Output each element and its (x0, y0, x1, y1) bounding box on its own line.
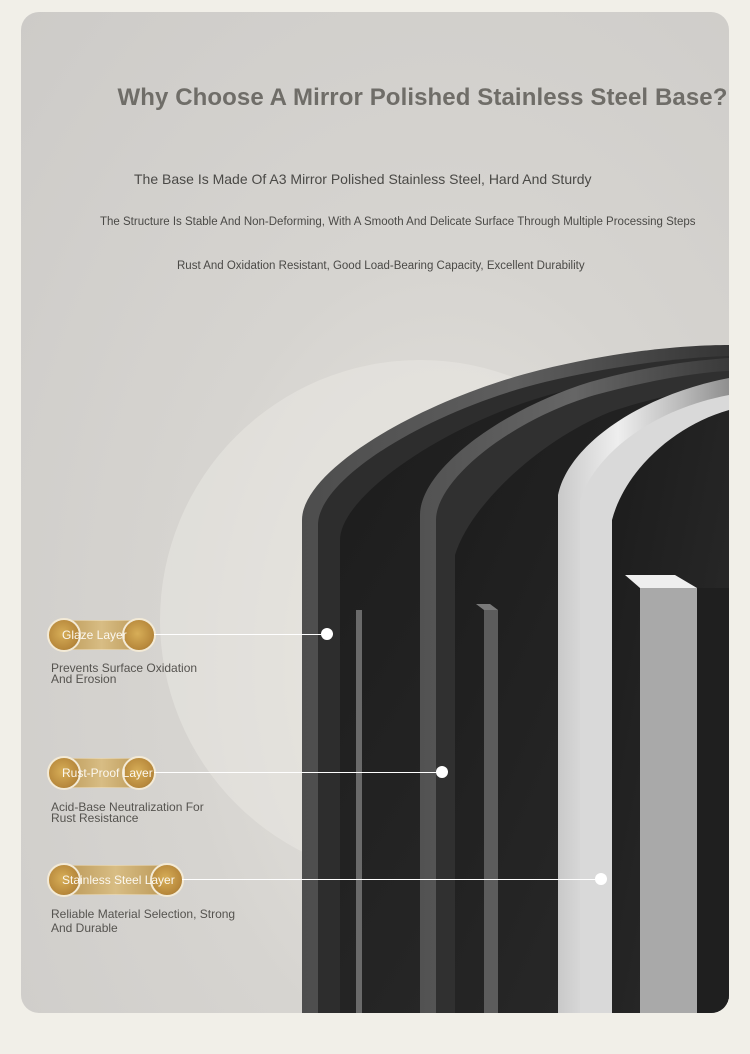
stainless-steel-layer-desc-line-1: Reliable Material Selection, Strong (51, 907, 236, 921)
glaze-layer-leader-line (154, 634, 328, 635)
page-heading: Why Choose A Mirror Polished Stainless Steel Base? (117, 84, 728, 111)
rust-proof-layer-label: Rust-Proof Layer (62, 766, 153, 780)
intro-line-1: The Base Is Made Of A3 Mirror Polished Stainless Steel, Hard And Sturdy (134, 171, 592, 187)
stainless-steel-layer-leader-line (182, 879, 602, 880)
rust-proof-layer-tag (49, 758, 154, 788)
intro-line-2: The Structure Is Stable And Non-Deforming, With A Smooth And Delicate Surface Through Multiple Processing Steps (100, 216, 696, 228)
stainless-steel-layer-description (51, 907, 261, 935)
intro-line-3: Rust And Oxidation Resistant, Good Load-Bearing Capacity, Excellent Durability (177, 260, 585, 272)
stainless-steel-layer-tag (49, 865, 182, 895)
rust-proof-layer-desc-line-1: Acid-Base Neutralization For (51, 800, 204, 814)
rust-proof-layer-leader-line (154, 772, 444, 773)
glaze-layer-label: Glaze Layer (62, 628, 127, 642)
glaze-layer-tag (49, 620, 154, 650)
glaze-layer-description (51, 663, 261, 685)
stainless-steel-layer-label: Stainless Steel Layer (62, 873, 175, 887)
stainless-steel-layer-marker-dot (595, 873, 607, 885)
stainless-steel-layer-desc-line-2: And Durable (51, 921, 118, 935)
glaze-layer-desc-line-2: And Erosion (51, 672, 117, 686)
rust-proof-layer-marker-dot (436, 766, 448, 778)
rust-proof-layer-description (51, 802, 261, 824)
glaze-layer-desc-line-1: Prevents Surface Oxidation (51, 661, 198, 675)
glaze-layer-marker-dot (321, 628, 333, 640)
rust-proof-layer-desc-line-2: Rust Resistance (51, 811, 139, 825)
